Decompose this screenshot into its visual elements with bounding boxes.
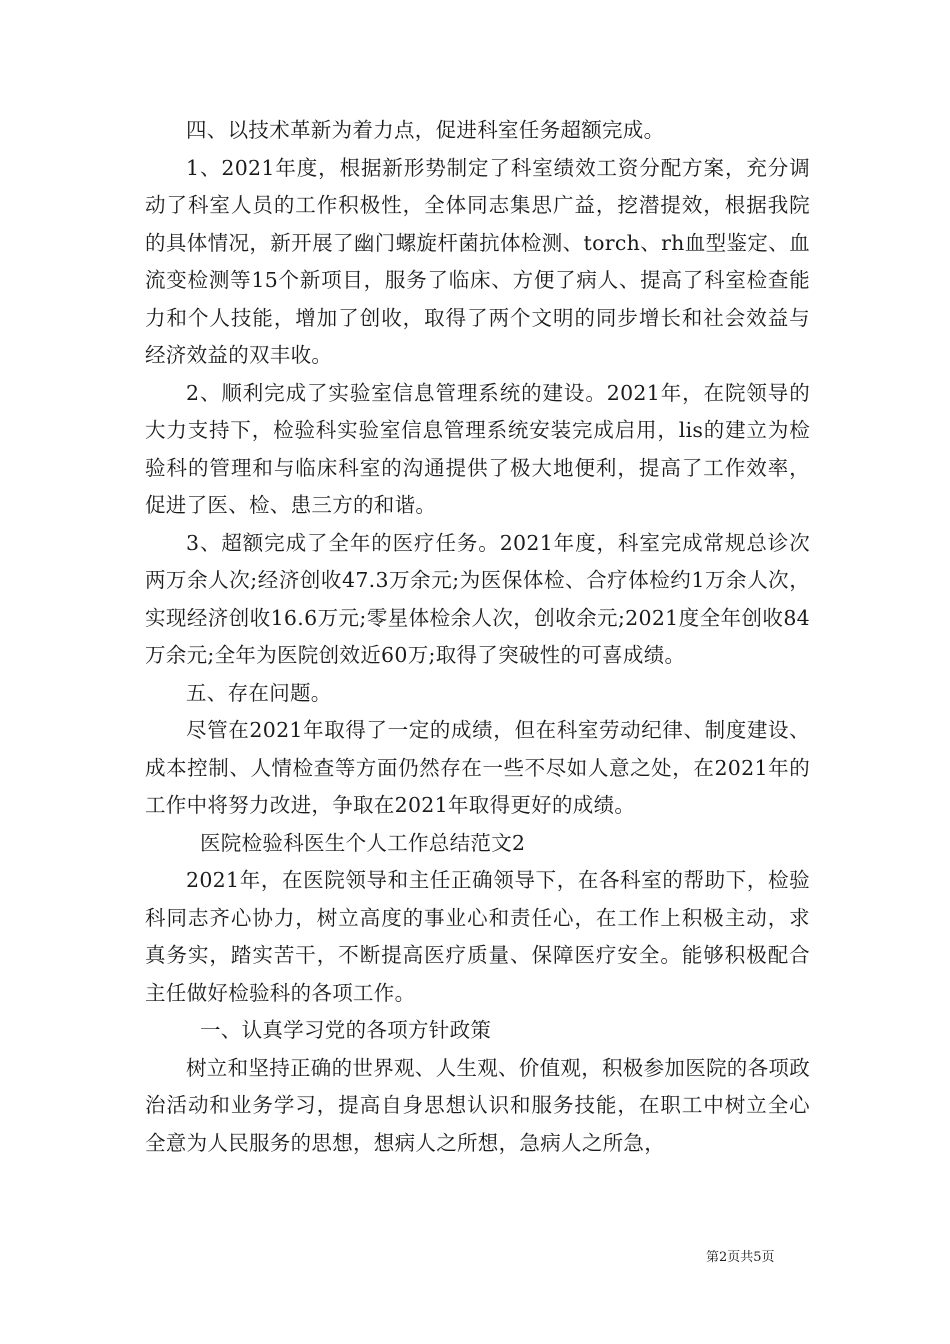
paragraph-problems: 尽管在2021年取得了一定的成绩，但在科室劳动纪律、制度建设、成本控制、人情检查等方面仍然存在一些不尽如人意之处，在2021年的工作中将努力改进，争取在2021年取得更好的成绩。 — [145, 718, 810, 817]
paragraph-intro-2: 2021年，在医院领导和主任正确领导下，在各科室的帮助下，检验科同志齐心协力，树立高度的事业心和责任心，在工作上积极主动，求真务实，踏实苦干，不断提高医疗质量、保障医疗安全。能够积极配合主任做好检验科的各项工作。 — [145, 868, 810, 1005]
article-title-2: 医院检验科医生个人工作总结范文2 — [200, 830, 526, 855]
paragraph-item-1: 1、2021年度，根据新形势制定了科室绩效工资分配方案，充分调动了科室人员的工作积极性，全体同志集思广益，挖潜提效，根据我院的具体情况，新开展了幽门螺旋杆菌抗体检测、torch、rh血型鉴定、血流变检测等15个新项目，服务了临床、方便了病人、提高了科室检查能力和个人技能，增加了创收，取得了两个文明的同步增长和社会效益与经济效益的双丰收。 — [145, 155, 810, 367]
paragraph-item-3: 3、超额完成了全年的医疗任务。2021年度，科室完成常规总诊次两万余人次;经济创收47.3万余元;为医保体检、合疗体检约1万余人次，实现经济创收16.6万元;零星体检余人次，创收余元;2021度全年创收84万余元;全年为医院创效近60万;取得了突破性的可喜成绩。 — [145, 530, 810, 667]
paragraph-item-2: 2、顺利完成了实验室信息管理系统的建设。2021年，在院领导的大力支持下，检验科实验室信息管理系统安装完成启用，lis的建立为检验科的管理和与临床科室的沟通提供了极大地便利，提高了工作效率，促进了医、检、患三方的和谐。 — [145, 380, 810, 517]
section-heading-4: 四、以技术革新为着力点，促进科室任务超额完成。 — [186, 118, 665, 142]
document-body — [145, 112, 810, 1162]
page-number: 第2页共5页 — [706, 1250, 775, 1265]
paragraph-worldview: 树立和坚持正确的世界观、人生观、价值观，积极参加医院的各项政治活动和业务学习，提高自身思想认识和服务技能，在职工中树立全心全意为人民服务的思想，想病人之所想，急病人之所急， — [145, 1055, 810, 1155]
section-heading-1: 一、认真学习党的各项方针政策 — [200, 1018, 492, 1042]
section-heading-5: 五、存在问题。 — [186, 680, 332, 705]
